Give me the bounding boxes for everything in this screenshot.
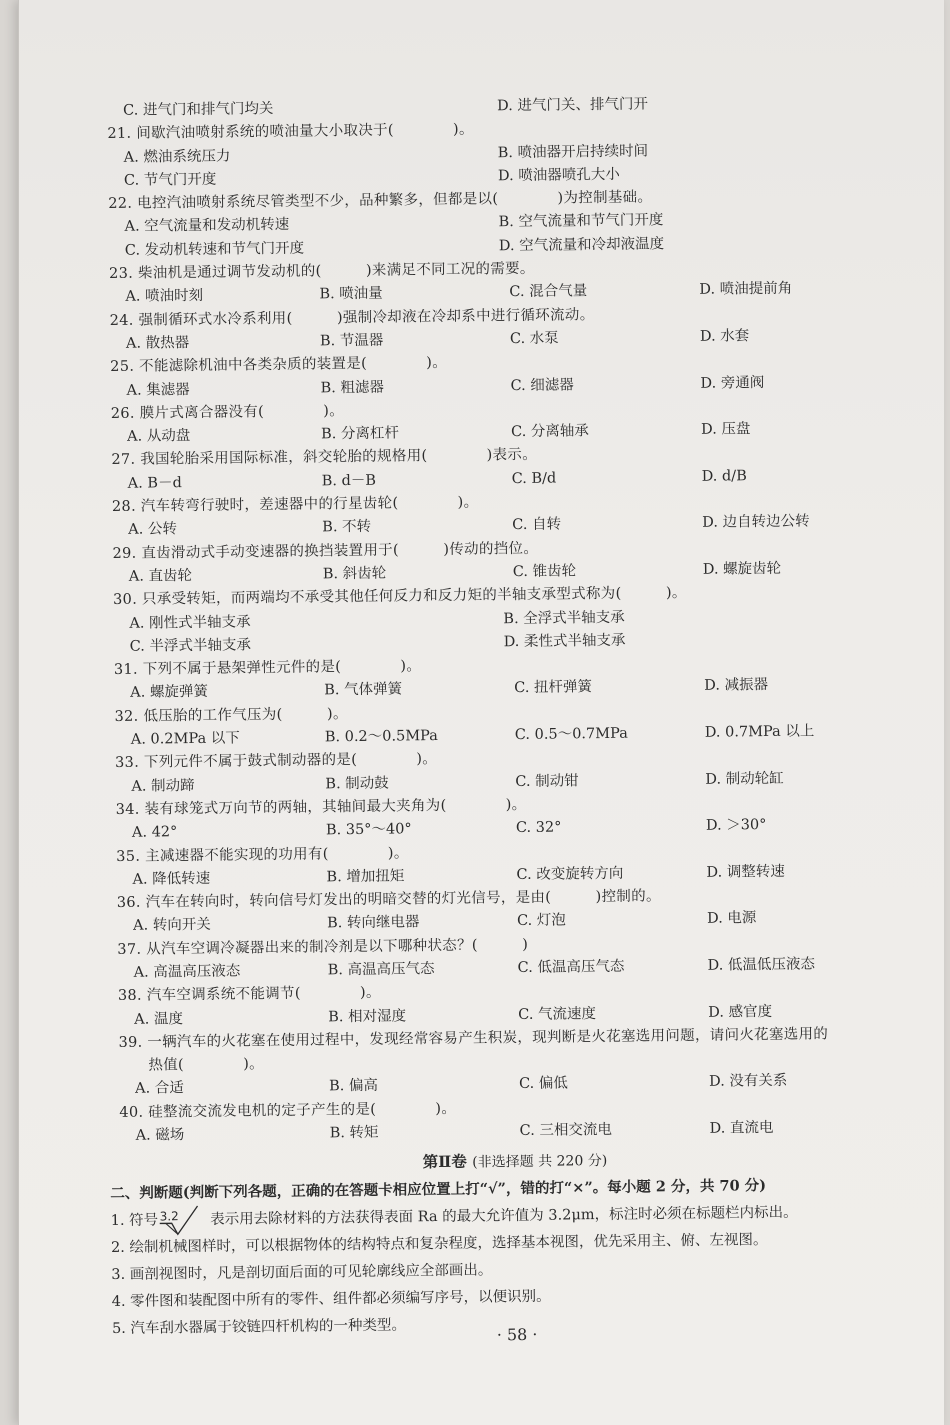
judge-item: 3. 画剖视图时，凡是剖切面后面的可见轮廓线应全部画出。 bbox=[111, 1262, 493, 1284]
option: C. 发动机转速和节气门开度 bbox=[124, 240, 305, 259]
option: D. 旁通阀 bbox=[700, 374, 765, 392]
option: A. 高温高压液态 bbox=[133, 963, 241, 981]
option: B. 35°～40° bbox=[325, 821, 412, 839]
option: D. 喷油器喷孔大小 bbox=[497, 166, 620, 185]
option: A. 燃油系统压力 bbox=[123, 148, 231, 166]
option: A. 喷油时刻 bbox=[125, 288, 204, 306]
question-stem: 37. 从汽车空调冷凝器出来的制冷剂是以下哪种状态？( ) bbox=[117, 936, 529, 958]
option: A. 公转 bbox=[128, 521, 178, 539]
option: C. 自转 bbox=[512, 516, 562, 534]
option: C. 分离轴承 bbox=[510, 423, 589, 441]
option: A. 磁场 bbox=[135, 1127, 185, 1144]
option: C. 气流速度 bbox=[518, 1005, 597, 1023]
option: D. 空气流量和冷却液温度 bbox=[498, 235, 665, 255]
option: A. 集滤器 bbox=[126, 381, 190, 399]
roughness-symbol-icon bbox=[158, 1210, 210, 1231]
option: D. 柔性式半轴支承 bbox=[503, 632, 626, 651]
option: B. d－B bbox=[321, 472, 377, 490]
option: C. 进气门和排气门均关 bbox=[123, 100, 274, 119]
judge-suffix: 表示用去除材料的方法获得表面 Ra 的最大允许值为 3.2μm，标注时必须在标题栏内标出。 bbox=[210, 1205, 798, 1229]
option: A. 从动盘 bbox=[127, 428, 191, 445]
option: D. 制动轮缸 bbox=[705, 770, 784, 788]
option: C. 半浮式半轴支承 bbox=[129, 637, 252, 655]
option: B. 相对湿度 bbox=[328, 1007, 407, 1025]
question-stem: 32. 低压胎的工作气压为( )。 bbox=[114, 705, 348, 725]
option: C. 锥齿轮 bbox=[512, 563, 577, 581]
option: C. 水泵 bbox=[509, 330, 559, 348]
option: C. 混合气量 bbox=[509, 283, 588, 301]
option: B. 分离杠杆 bbox=[321, 425, 400, 443]
option: D. 没有关系 bbox=[708, 1073, 788, 1091]
question-stem: 35. 主减速器不能实现的功用有( )。 bbox=[116, 844, 409, 865]
option: C. 灯泡 bbox=[516, 912, 566, 930]
option: C. 细滤器 bbox=[510, 376, 574, 394]
section-name: 第Ⅱ卷 bbox=[422, 1152, 467, 1172]
option: D. d/B bbox=[701, 467, 747, 485]
option: D. 进气门关、排气门开 bbox=[497, 96, 649, 115]
option: C. 扭杆弹簧 bbox=[514, 679, 593, 697]
judge-section-heading: 二、判断题(判断下列各题，正确的在答题卡相应位置上打“√”，错的打“×”。每小题 2 分，共 70 分) bbox=[110, 1177, 767, 1203]
option: D. 低温低压液态 bbox=[707, 956, 816, 974]
question-stem: 24. 强制循环式水冷系利用( )强制冷却液在冷却系中进行循环流动。 bbox=[109, 306, 595, 329]
option: C. B/d bbox=[511, 470, 557, 487]
option: C. 节气门开度 bbox=[123, 171, 217, 189]
option: B. 空气流量和节气门开度 bbox=[498, 212, 664, 231]
judge-item: 4. 零件图和装配图中所有的零件、组件都必须编写序号，以便识别。 bbox=[111, 1289, 551, 1311]
question-stem: 31. 下列不属于悬架弹性元件的是( )。 bbox=[113, 658, 422, 679]
judge-item: 5. 汽车刮水器属于铰链四杆机构的一种类型。 bbox=[111, 1317, 407, 1338]
question-stem: 23. 柴油机是通过调节发动机的( )来满足不同工况的需要。 bbox=[109, 260, 535, 283]
option: D. 压盘 bbox=[700, 421, 751, 438]
option: C. 三相交流电 bbox=[519, 1121, 613, 1140]
option: C. 改变旋转方向 bbox=[516, 865, 624, 883]
question-stem: 热值( )。 bbox=[118, 1056, 265, 1075]
option: B. 制动鼓 bbox=[325, 775, 389, 792]
option: A. 0.2MPa 以下 bbox=[130, 730, 240, 748]
exam-content bbox=[107, 90, 912, 1343]
question-stem: 21. 间歇汽油喷射系统的喷油量大小取决于( )。 bbox=[107, 121, 474, 143]
question-stem: 27. 我国轮胎采用国际标准，斜交轮胎的规格用( )表示。 bbox=[111, 447, 538, 469]
option: A. 降低转速 bbox=[132, 870, 211, 888]
option: B. 增加扭矩 bbox=[326, 868, 405, 886]
option: D. ＞30° bbox=[705, 817, 767, 834]
option: D. 感官度 bbox=[708, 1003, 773, 1021]
option: B. 0.2～0.5MPa bbox=[324, 728, 438, 746]
option: C. 制动钳 bbox=[515, 772, 579, 790]
option: A. 温度 bbox=[134, 1010, 184, 1028]
option: C. 偏低 bbox=[518, 1075, 568, 1093]
option: A. 螺旋弹簧 bbox=[130, 684, 209, 702]
option: D. 螺旋齿轮 bbox=[702, 560, 782, 578]
question-stem: 30. 只承受转矩，而两端均不承受其他任何反力和反力矩的半轴支承型式称为( )。 bbox=[113, 585, 687, 609]
option: B. 转矩 bbox=[329, 1124, 379, 1142]
option: A. 转向开关 bbox=[132, 917, 211, 935]
question-stem: 33. 下列元件不属于鼓式制动器的是( )。 bbox=[115, 751, 438, 772]
option: B. 喷油器开启持续时间 bbox=[497, 142, 649, 161]
question-stem: 28. 汽车转弯行驶时，差速器中的行星齿轮( )。 bbox=[111, 494, 479, 516]
option: B. 粗滤器 bbox=[320, 379, 385, 396]
option: D. 水套 bbox=[699, 328, 750, 345]
judge-item: 2. 绘制机械图样时，可以根据物体的结构特点和复杂程度，选择基本视图，优先采用主、俯、左视图。 bbox=[110, 1232, 768, 1257]
roughness-value: 3.2 bbox=[160, 1209, 180, 1224]
option: A. 空气流量和发动机转速 bbox=[124, 217, 290, 236]
option: D. 调整转速 bbox=[706, 863, 785, 881]
option: A. 制动蹄 bbox=[131, 777, 195, 795]
option: B. 喷油量 bbox=[319, 286, 383, 303]
question-stem: 38. 汽车空调系统不能调节( )。 bbox=[117, 985, 381, 1005]
judge-prefix: 1. 符号 bbox=[110, 1212, 159, 1230]
page-number: · 58 · bbox=[496, 1324, 538, 1345]
option: B. 转向继电器 bbox=[326, 914, 420, 932]
question-stem: 25. 不能滤除机油中各类杂质的装置是( )。 bbox=[110, 355, 448, 376]
option: A. B－d bbox=[127, 474, 182, 492]
option: D. 减振器 bbox=[704, 677, 769, 695]
option: B. 不转 bbox=[322, 519, 372, 536]
option: B. 全浮式半轴支承 bbox=[503, 609, 625, 627]
option: D. 喷油提前角 bbox=[699, 281, 793, 299]
option: D. 直流电 bbox=[709, 1119, 774, 1137]
question-stem: 40. 硅整流交流发电机的定子产生的是( )。 bbox=[119, 1100, 457, 1121]
option: D. 电源 bbox=[706, 910, 757, 928]
option: A. 42° bbox=[131, 824, 178, 841]
question-stem: 26. 膜片式离合器没有( )。 bbox=[110, 402, 345, 422]
paper-sheet bbox=[18, 0, 944, 1425]
option: C. 32° bbox=[515, 819, 562, 837]
option: B. 节温器 bbox=[319, 332, 384, 350]
question-stem: 36. 汽车在转向时，转向信号灯发出的明暗交替的灯光信号，是由( )控制的。 bbox=[116, 888, 661, 912]
option: D. 边自转边公转 bbox=[702, 513, 810, 532]
option: B. 斜齿轮 bbox=[322, 565, 387, 583]
question-stem: 34. 装有球笼式万向节的两轴，其轴间最大夹角为( )。 bbox=[115, 796, 527, 818]
option: D. 0.7MPa 以上 bbox=[704, 723, 815, 741]
option: B. 偏高 bbox=[328, 1078, 379, 1095]
question-stem: 39. 一辆汽车的火花塞在使用过程中，发现经常容易产生积炭，现判断是火花塞选用问题，请问火花塞选用的 bbox=[118, 1026, 829, 1051]
option: A. 合适 bbox=[134, 1080, 184, 1098]
section-subtitle: (非选择题 共 220 分) bbox=[472, 1153, 608, 1171]
option: C. 0.5～0.7MPa bbox=[514, 725, 628, 744]
option: C. 低温高压气态 bbox=[517, 958, 625, 977]
option: A. 刚性式半轴支承 bbox=[129, 613, 251, 632]
question-stem: 29. 直齿滑动式手动变速器的换挡装置用于( )传动的挡位。 bbox=[112, 540, 539, 562]
question-stem: 22. 电控汽油喷射系统尽管类型不少，品种繁多，但都是以( )为控制基础。 bbox=[108, 189, 653, 213]
option: A. 直齿轮 bbox=[128, 567, 193, 585]
option: B. 高温高压气态 bbox=[327, 961, 435, 979]
option: A. 散热器 bbox=[125, 334, 190, 352]
option: B. 气体弹簧 bbox=[324, 681, 403, 699]
